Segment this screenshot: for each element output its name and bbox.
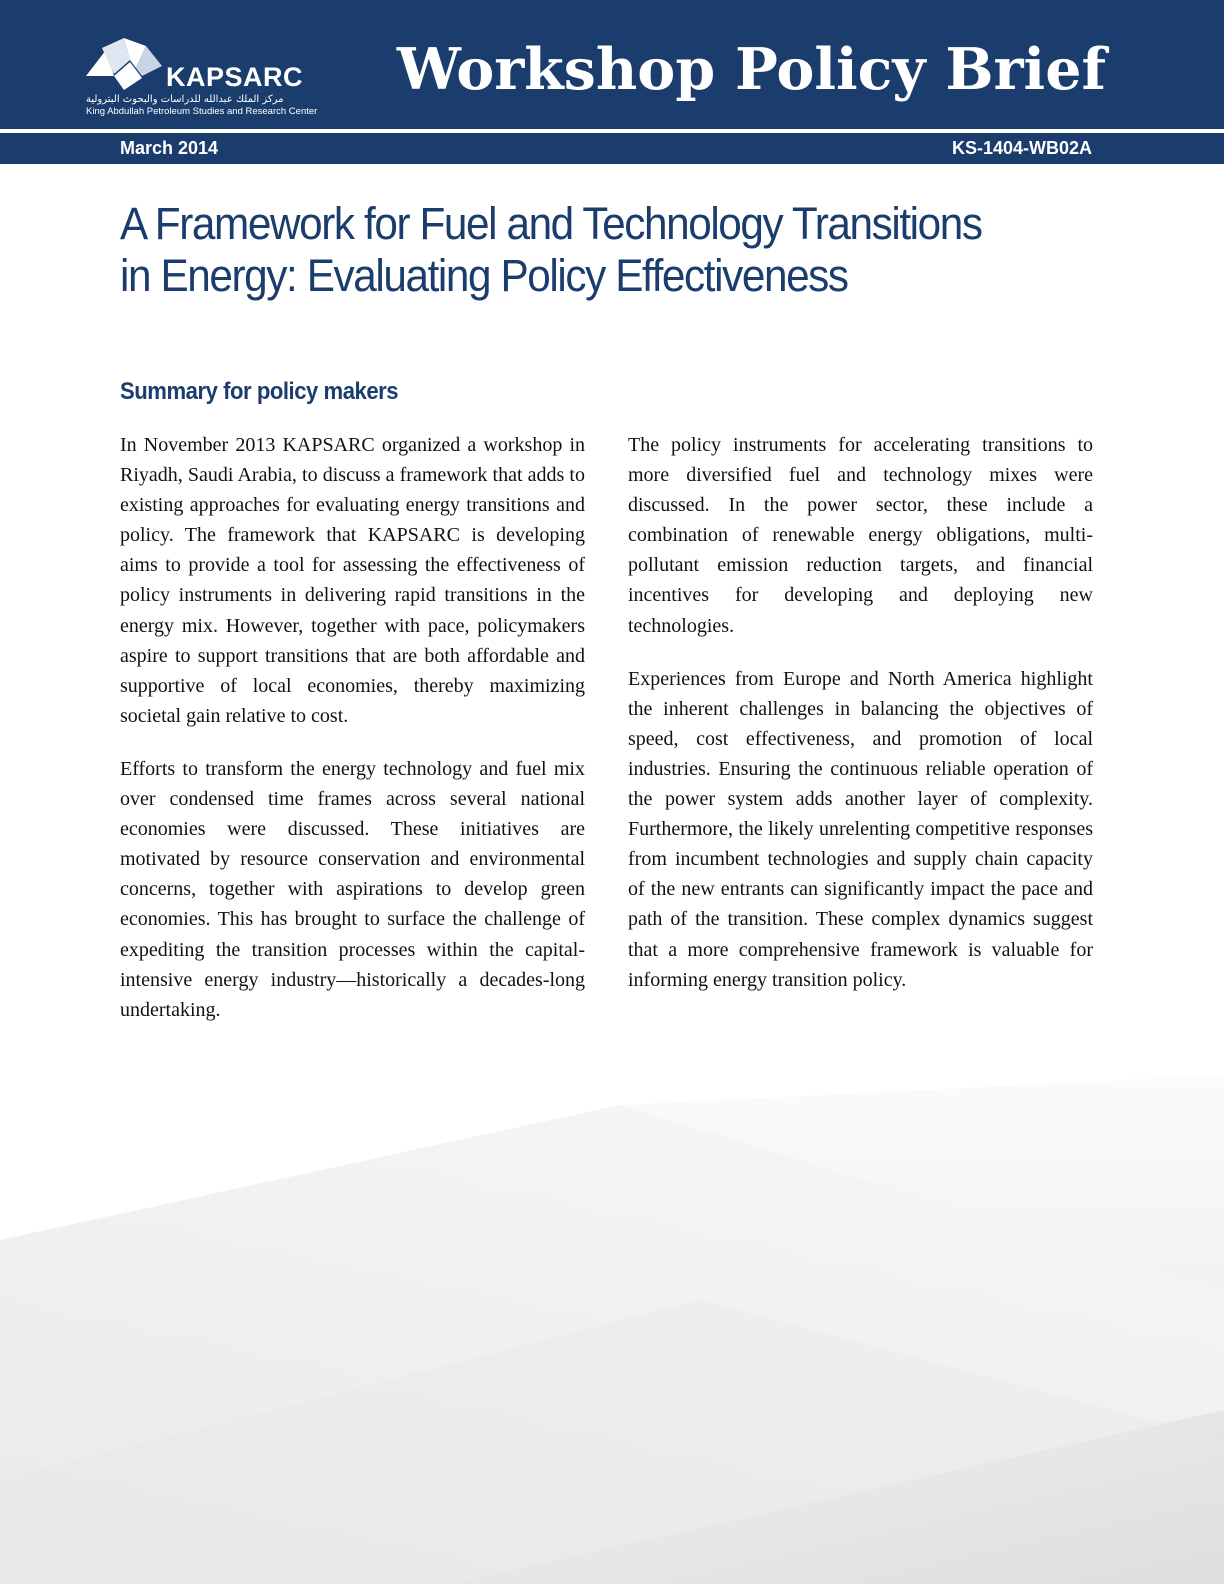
paragraph: Efforts to transform the energy technology and fuel mix over condensed time frames across several national economies were discussed. These initiatives are motivated by resource conservation and environmental concerns, together with aspirations to develop green economies. This has brought to surface the challenge of expediting the transition processes within the capital-intensive energy industry—historically a decades-long undertaking.: [120, 757, 585, 1021]
brief-type-title: Workshop Policy Brief: [396, 36, 1106, 103]
logo-wordmark: KAPSARC: [166, 62, 304, 92]
page-title-line-2: in Energy: Evaluating Policy Effectiveness: [120, 250, 848, 301]
logo-arabic-text: مركز الملك عبدالله للدراسات والبحوث البترولية: [86, 94, 284, 105]
section-heading: Summary for policy makers: [120, 378, 399, 405]
page-title-line-1: A Framework for Fuel and Technology Transitions: [120, 198, 982, 249]
left-column: [120, 430, 585, 1048]
publication-date: March 2014: [120, 138, 219, 158]
page-title: [120, 198, 1041, 302]
document-code: KS-1404-WB02A: [951, 138, 1092, 158]
right-column: [628, 430, 1093, 1018]
paragraph: The policy instruments for accelerating transitions to more diversified fuel and technology mixes were discussed. In the power sector, these include a combination of renewable energy obligations, multi-pollutant emission reduction targets, and financial incentives for developing and deploying new technologies.: [628, 434, 1093, 637]
logo-english-text: King Abdullah Petroleum Studies and Research Center: [86, 106, 318, 117]
paragraph: Experiences from Europe and North America highlight the inherent challenges in balancing the objectives of speed, cost effectiveness, and promotion of local industries. Ensuring the continuous reliable operation of the power system adds another layer of complexity. Furthermore, the likely unrelenting competitive responses from incumbent technologies and supply chain capacity of the new entrants can significantly impact the pace and path of the transition. These complex dynamics suggest that a more comprehensive framework is valuable for informing energy transition policy.: [628, 667, 1093, 991]
paragraph: In November 2013 KAPSARC organized a workshop in Riyadh, Saudi Arabia, to discuss a framework that adds to existing approaches for evaluating energy transitions and policy. The framework that KAPSARC is developing aims to provide a tool for assessing the effectiveness of policy instruments in delivering rapid transitions in the energy mix. However, together with pace, policymakers aspire to support transitions that are both affordable and supportive of local economies, thereby maximizing societal gain relative to cost.: [120, 434, 585, 727]
